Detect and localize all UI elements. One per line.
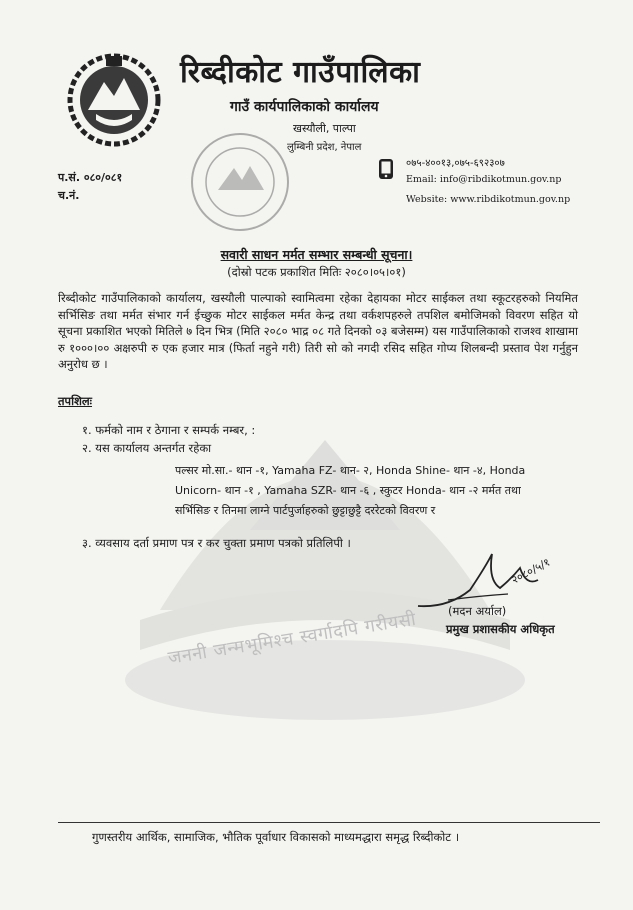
list-item: ३. व्यवसाय दर्ता प्रमाण पत्र र कर चुक्ता प्रमाण पत्रको प्रतिलिपी । [82,536,351,550]
office-name: गाउँ कार्यपालिकाको कार्यालय [230,99,379,115]
office-address: खस्यौली, पाल्पा [293,122,356,135]
footer-divider [58,822,600,823]
signature-date: २०८०/५/१ [509,555,553,587]
notice-title: सवारी साधन मर्मत सम्भार सम्बन्धी सूचना। [220,247,413,262]
notice-body: रिब्दीकोट गाउँपालिकाको कार्यालय, खस्यौली पाल्पाको स्वामित्वमा रहेका देहायका मोटर साईकल तथा स्कूटरहरुको नियमित सर्भिसिङ तथा मर्मत संभार गर्न ईच्छुक मोटर साईकल मर्मत केन्द्र तथा वर्कशपहरुले तपशिल बमोजिमको विवरण सहित यो सूचना प्रकाशित भएको मितिले ७ दिन भित्र (मिति २०८० भाद्र ०८ गते दिनको ०३ बजेसम्म) यस गाउँपालिकाको राजश्व शाखामा रु १०००।०० अक्षरुपी रु एक हजार मात्र (फिर्ता नहुने गरी) तिरी सो को नगदी रसिद सहित गोप्य शिलबन्दी प्रस्ताव पेश गर्नुहुन अनुरोध छ । [58,291,578,371]
signatory-name: (मदन अर्याल) [448,604,507,618]
phone-icon [378,158,394,180]
reference-number: प.सं. ०८०/०८१ [58,171,123,184]
org-name: रिब्दीकोट गाउँपालिका [180,55,421,90]
watermark-motto: जननी जन्मभूमिश्च स्वर्गादपि गरीयसी [166,608,418,669]
email-address: Email: info@ribdikotmun.gov.np [406,174,562,185]
dispatch-number: च.नं. [58,189,80,202]
list-item: २. यस कार्यालय अन्तर्गत रहेका [82,441,212,455]
office-province: लुम्बिनी प्रदेश, नेपाल [287,142,362,153]
list-item: १. फर्मको नाम र ठेगाना र सम्पर्क नम्बर, : [82,423,256,437]
signatory-title: प्रमुख प्रशासकीय अधिकृत [446,622,555,636]
website-address: Website: www.ribdikotmun.gov.np [406,194,571,205]
footer-slogan: गुणस्तरीय आर्थिक, सामाजिक, भौतिक पूर्वाधार विकासको माध्यमद्धारा समृद्ध रिब्दीकोट । [92,830,460,844]
details-heading: तपशिलः [58,394,93,408]
office-stamp-icon [188,130,292,234]
vehicle-detail: पल्सर मो.सा.- थान -१, Yamaha FZ- थान- २, Honda Shine- थान -४, Honda Unicorn- थान -१ , Yamaha SZR- थान -६ , स्कुटर Honda- थान -२ मर्मत तथा सर्भिसिङ र तिनमा लाग्ने पार्टपुर्जाहरुको छुट्टाछुट्टै दररेटको विवरण र [175,464,526,517]
notice-subtitle: (दोस्रो पटक प्रकाशित मितिः २०८०।०५।०१) [227,265,406,279]
phone-numbers: ०७५-४००१३,०७५-६९२३०७ [406,158,505,169]
nepal-emblem-icon [66,52,162,148]
